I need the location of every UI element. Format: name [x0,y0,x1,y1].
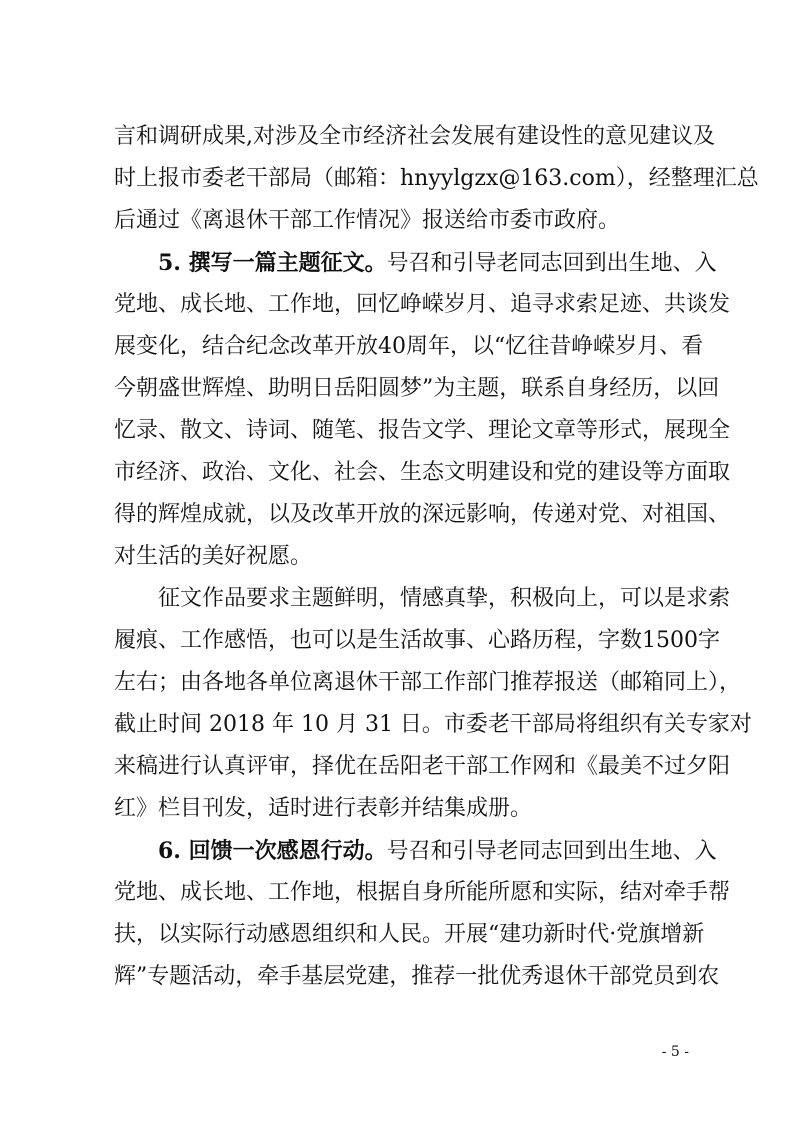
body-line: 今朝盛世辉煌、助明日岳阳圆梦”为主题，联系自身经历，以回 [114,376,720,401]
body-line: 得的辉煌成就，以及改革开放的深远影响，传递对党、对祖国、 [114,502,731,527]
body-line: 红》栏目刊发，适时进行表彰并结集成册。 [114,796,533,821]
body-line: 党地、成长地、工作地，根据自身所能所愿和实际，结对牵手帮 [114,880,731,905]
section-5-heading: 5. 撰写一篇主题征文。 [158,250,387,276]
body-line: 后通过《离退休干部工作情况》报送给市委市政府。 [114,208,621,233]
body-text: 号召和引导老同志回到出生地、入 [386,839,717,864]
body-text: 号召和引导老同志回到出生地、入 [386,251,717,276]
body-line: 党地、成长地、工作地，回忆峥嵘岁月、追寻求索足迹、共谈发 [114,292,731,317]
body-line: 扶，以实际行动感恩组织和人民。开展“建功新时代·党旗增新 [114,922,705,947]
body-line: 征文作品要求主题鲜明，情感真挚，积极向上，可以是求索 [158,586,731,611]
section-5-first-line [158,244,717,282]
body-line: 来稿进行认真评审，择优在岳阳老干部工作网和《最美不过夕阳 [114,754,731,779]
body-line: 对生活的美好祝愿。 [114,544,313,569]
body-line: 市经济、政治、文化、社会、生态文明建设和党的建设等方面取 [114,460,731,485]
body-line: 忆录、散文、诗词、随笔、报告文学、理论文章等形式，展现全 [114,418,731,443]
body-line: 言和调研成果,对涉及全市经济社会发展有建设性的意见建议及 [114,124,715,149]
section-6-first-line [158,832,717,870]
body-line: 左右；由各地各单位离退休干部工作部门推荐报送（邮箱同上）， [114,670,742,695]
body-line: 时上报市委老干部局（邮箱：hnyylgzx@163.com），经整理汇总 [114,166,759,191]
body-line: 辉”专题活动，牵手基层党建，推荐一批优秀退休干部党员到农 [114,964,720,989]
page-number: - 5 - [661,1044,689,1060]
body-line: 展变化，结合纪念改革开放40周年，以“忆往昔峥嵘岁月、看 [114,334,704,359]
body-line: 截止时间 2018 年 10 月 31 日。市委老干部局将组织有关专家对 [114,712,752,737]
body-line: 履痕、工作感悟，也可以是生活故事、心路历程，字数1500字 [114,628,720,653]
section-6-heading: 6. 回馈一次感恩行动。 [158,838,387,864]
